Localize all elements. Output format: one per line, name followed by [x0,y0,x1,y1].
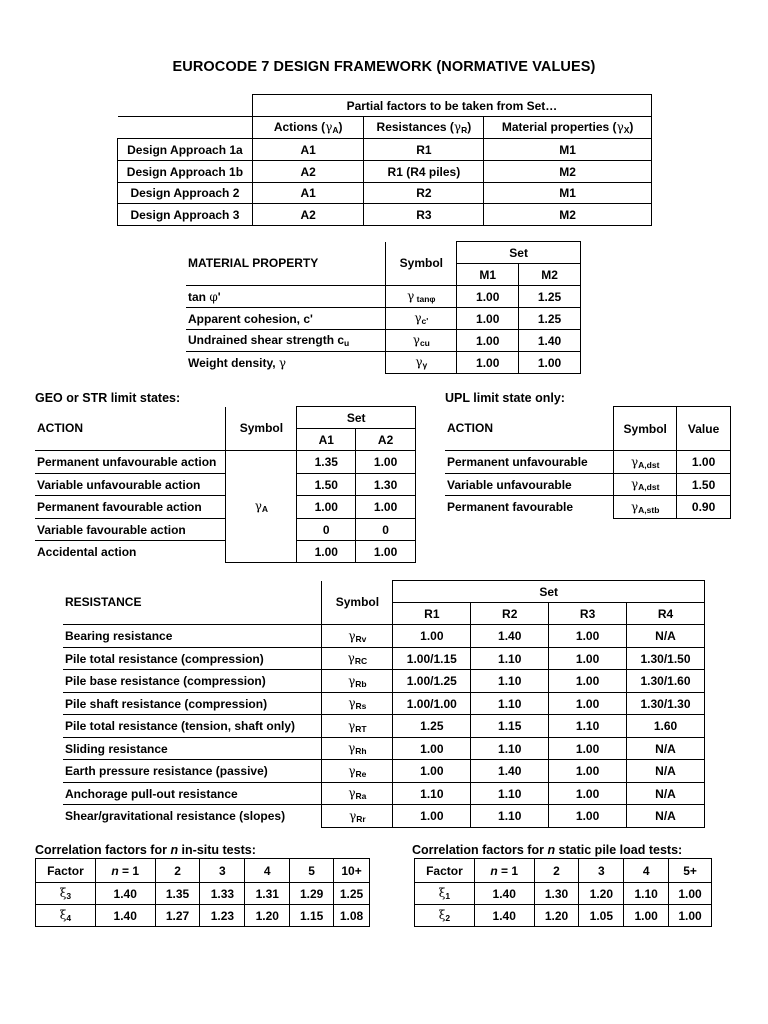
r4-value: N/A [627,738,705,760]
r3-value: 1.00 [549,670,627,693]
r4-value: 1.60 [627,715,705,738]
set-m1-header: M1 [457,264,519,286]
r2-value: 1.10 [471,693,549,715]
insitu-heading: Correlation factors for n in-situ tests: [35,843,256,857]
n-header: 10+ [334,859,370,883]
r4-value: 1.30/1.50 [627,648,705,670]
m2-value: 1.25 [519,308,581,330]
empty-cell [118,117,253,139]
property-label: tan φ' [186,286,386,308]
resistance-label: Pile total resistance (tension, shaft only) [63,715,322,738]
table-row [63,715,705,738]
resistance-symbol: $\gamma_{Rh}$ [322,738,393,760]
factor-value: 1.30 [534,883,579,905]
factor-value: 1.10 [624,883,669,905]
factor-value: 1.25 [334,883,370,905]
set-a1-header: A1 [297,429,356,451]
factor-value: 1.20 [534,905,579,927]
m1-value: 1.00 [457,330,519,352]
factor-value: 1.40 [95,883,155,905]
resistance-symbol: $\gamma_{RC}$ [322,648,393,670]
n-header: 5 [290,859,334,883]
material-set: M2 [484,161,652,183]
r3-value: 1.00 [549,805,627,828]
factor-value: 1.05 [579,905,624,927]
table-row [36,905,370,927]
a1-value: 1.50 [297,474,356,496]
m1-value: 1.00 [457,352,519,374]
r1-value: 1.00 [393,738,471,760]
table-row [186,330,581,352]
table-row [118,139,652,161]
r3-value: 1.00 [549,625,627,648]
action-symbol: $\gamma_{A,dst}$ [614,474,677,496]
factor-value: 1.00 [669,883,712,905]
r2-value: 1.40 [471,625,549,648]
a2-value: 1.00 [356,496,416,519]
resistances-column-header: Resistances $(\gamma_R)$ [364,117,484,139]
approach-name: Design Approach 3 [118,204,253,226]
r2-value: 1.10 [471,783,549,805]
r4-value: 1.30/1.60 [627,670,705,693]
factor-header: Factor [36,859,96,883]
symbol-header: Symbol [386,242,457,286]
set-r4-header: R4 [627,603,705,625]
geo-str-table [35,406,416,563]
n-header: 2 [534,859,579,883]
table-row [35,519,416,541]
n-header: 2 [155,859,200,883]
r2-value: 1.15 [471,715,549,738]
a1-value: 1.00 [297,541,356,563]
factor-value: 1.00 [677,451,731,474]
set-header: Set [393,581,705,603]
set-m2-header: M2 [519,264,581,286]
table-row [63,693,705,715]
action-header: ACTION [35,407,226,451]
resistance-label: Pile base resistance (compression) [63,670,322,693]
factor-value: 1.08 [334,905,370,927]
resistance-symbol: $\gamma_{RT}$ [322,715,393,738]
n-header: 4 [624,859,669,883]
table-row [186,352,581,374]
r4-value: 1.30/1.30 [627,693,705,715]
n-header: 4 [245,859,290,883]
resistance-header: RESISTANCE [63,581,322,625]
material-property-header: MATERIAL PROPERTY [186,242,386,286]
m1-value: 1.00 [457,286,519,308]
action-label: Variable favourable action [35,519,226,541]
table-row [415,883,712,905]
n-header: 3 [579,859,624,883]
actions-set: A2 [252,161,364,183]
r1-value: 1.00 [393,760,471,783]
table-row [445,496,731,519]
factor-symbol: $\xi_4$ [36,905,96,927]
factor-value: 1.00 [669,905,712,927]
design-approach-table [117,94,652,226]
table-row [35,474,416,496]
factor-value: 1.27 [155,905,200,927]
upl-table [445,406,731,519]
property-label: Weight density, γ [186,352,386,374]
material-set: M1 [484,139,652,161]
r2-value: 1.40 [471,760,549,783]
r1-value: 1.00/1.00 [393,693,471,715]
n-header: n = 1 [95,859,155,883]
r3-value: 1.00 [549,783,627,805]
resistance-label: Sliding resistance [63,738,322,760]
r1-value: 1.00 [393,625,471,648]
table-row [63,805,705,828]
resistance-label: Bearing resistance [63,625,322,648]
table-row [415,905,712,927]
m2-value: 1.25 [519,286,581,308]
property-symbol: $\gamma_{cu}$ [386,330,457,352]
set-r3-header: R3 [549,603,627,625]
partial-factors-header: Partial factors to be taken from Set… [252,95,651,117]
table-row [63,783,705,805]
m2-value: 1.40 [519,330,581,352]
actions-set: A2 [252,204,364,226]
r2-value: 1.10 [471,805,549,828]
resistances-set: R2 [364,183,484,204]
resistance-symbol: $\gamma_{Rs}$ [322,693,393,715]
action-label: Permanent unfavourable [445,451,614,474]
r3-value: 1.00 [549,693,627,715]
a1-value: 1.00 [297,496,356,519]
table-row [118,183,652,204]
r1-value: 1.25 [393,715,471,738]
r4-value: N/A [627,783,705,805]
factor-header: Factor [415,859,475,883]
factor-symbol: $\xi_1$ [415,883,475,905]
r3-value: 1.10 [549,715,627,738]
a1-value: 1.35 [297,451,356,474]
table-row [35,451,416,474]
set-a2-header: A2 [356,429,416,451]
property-label: Undrained shear strength $c_u$ [186,330,386,352]
material-property-table [186,241,581,374]
action-label: Variable unfavourable action [35,474,226,496]
property-symbol: $\gamma_{c'}$ [386,308,457,330]
resistances-set: R3 [364,204,484,226]
table-row [36,883,370,905]
r1-value: 1.10 [393,783,471,805]
resistance-symbol: $\gamma_{Rb}$ [322,670,393,693]
table-row [186,308,581,330]
factor-value: 0.90 [677,496,731,519]
upl-heading: UPL limit state only: [445,391,565,405]
set-header: Set [457,242,581,264]
table-row [63,738,705,760]
pile-load-correlation-table [414,858,712,927]
n-header: 5+ [669,859,712,883]
factor-value: 1.31 [245,883,290,905]
resistances-set: R1 [364,139,484,161]
resistance-symbol: $\gamma_{Rv}$ [322,625,393,648]
actions-set: A1 [252,139,364,161]
action-label: Permanent unfavourable action [35,451,226,474]
factor-value: 1.20 [579,883,624,905]
m1-value: 1.00 [457,308,519,330]
set-r2-header: R2 [471,603,549,625]
action-label: Permanent favourable [445,496,614,519]
property-symbol: γ $_{tan\varphi}$ [386,286,457,308]
a2-value: 1.00 [356,451,416,474]
r1-value: 1.00/1.15 [393,648,471,670]
factor-value: 1.35 [155,883,200,905]
factor-value: 1.00 [624,905,669,927]
property-symbol: $\gamma_\gamma$ [386,352,457,374]
property-label: Apparent cohesion, c' [186,308,386,330]
symbol-header: Symbol [322,581,393,625]
table-row [35,496,416,519]
table-row [63,648,705,670]
material-set: M2 [484,204,652,226]
factor-value: 1.40 [474,883,534,905]
factor-value: 1.50 [677,474,731,496]
table-row [118,204,652,226]
a2-value: 1.30 [356,474,416,496]
r4-value: N/A [627,625,705,648]
resistance-label: Earth pressure resistance (passive) [63,760,322,783]
factor-value: 1.20 [245,905,290,927]
r2-value: 1.10 [471,648,549,670]
resistance-symbol: $\gamma_{Re}$ [322,760,393,783]
table-row [445,474,731,496]
action-header: ACTION [445,407,614,451]
table-row [63,625,705,648]
symbol-header: Symbol [614,407,677,451]
r3-value: 1.00 [549,648,627,670]
value-header: Value [677,407,731,451]
page-title: EUROCODE 7 DESIGN FRAMEWORK (NORMATIVE VALUES) [172,59,596,75]
action-label: Variable unfavourable [445,474,614,496]
factor-value: 1.33 [200,883,245,905]
resistances-set: R1 (R4 piles) [364,161,484,183]
r4-value: N/A [627,760,705,783]
actions-set: A1 [252,183,364,204]
approach-name: Design Approach 2 [118,183,253,204]
r3-value: 1.00 [549,738,627,760]
factor-symbol: $\xi_3$ [36,883,96,905]
geo-str-heading: GEO or STR limit states: [35,391,181,405]
action-symbol: $\gamma_{A,stb}$ [614,496,677,519]
empty-corner-cell [118,95,253,117]
material-properties-column-header: Material properties $(\gamma_X)$ [484,117,652,139]
r4-value: N/A [627,805,705,828]
action-label: Accidental action [35,541,226,563]
m2-value: 1.00 [519,352,581,374]
action-symbol: $\gamma_{A,dst}$ [614,451,677,474]
action-label: Permanent favourable action [35,496,226,519]
table-row [63,670,705,693]
resistance-label: Pile total resistance (compression) [63,648,322,670]
resistance-symbol: $\gamma_{Ra}$ [322,783,393,805]
resistance-label: Anchorage pull-out resistance [63,783,322,805]
actions-column-header: Actions $(\gamma_A)$ [252,117,364,139]
n-header: 3 [200,859,245,883]
r2-value: 1.10 [471,738,549,760]
approach-name: Design Approach 1a [118,139,253,161]
material-set: M1 [484,183,652,204]
approach-name: Design Approach 1b [118,161,253,183]
action-symbol: $\gamma_A$ [226,451,297,563]
table-row [186,286,581,308]
symbol-header: Symbol [226,407,297,451]
table-row [63,760,705,783]
factor-value: 1.40 [474,905,534,927]
n-header: n = 1 [474,859,534,883]
set-r1-header: R1 [393,603,471,625]
factor-value: 1.29 [290,883,334,905]
factor-value: 1.23 [200,905,245,927]
factor-symbol: $\xi_2$ [415,905,475,927]
a2-value: 1.00 [356,541,416,563]
resistance-table [63,580,705,828]
r1-value: 1.00 [393,805,471,828]
resistance-symbol: $\gamma_{Rr}$ [322,805,393,828]
r3-value: 1.00 [549,760,627,783]
a2-value: 0 [356,519,416,541]
table-row [445,451,731,474]
pile-load-heading: Correlation factors for n static pile load tests: [412,843,683,857]
table-row [35,541,416,563]
insitu-correlation-table [35,858,370,927]
resistance-label: Pile shaft resistance (compression) [63,693,322,715]
factor-value: 1.40 [95,905,155,927]
resistance-label: Shear/gravitational resistance (slopes) [63,805,322,828]
factor-value: 1.15 [290,905,334,927]
a1-value: 0 [297,519,356,541]
table-row [118,161,652,183]
r1-value: 1.00/1.25 [393,670,471,693]
set-header: Set [297,407,416,429]
r2-value: 1.10 [471,670,549,693]
